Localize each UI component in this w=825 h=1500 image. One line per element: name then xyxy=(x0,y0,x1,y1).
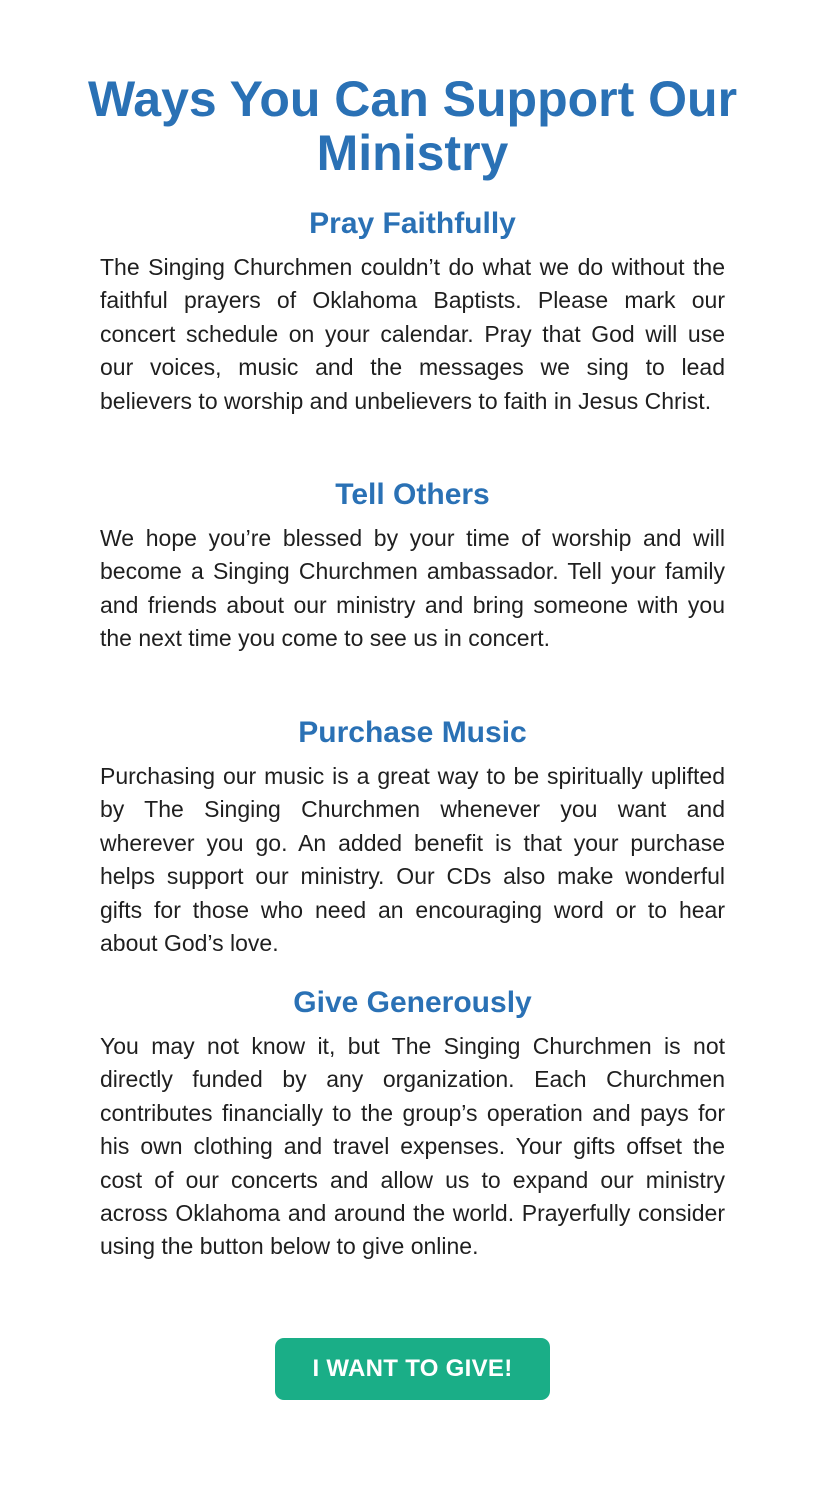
section-heading: Purchase Music xyxy=(298,716,527,749)
section-purchase-music xyxy=(100,716,725,960)
section-tell-others xyxy=(100,478,725,656)
section-pray-faithfully xyxy=(100,207,725,418)
section-heading: Give Generously xyxy=(293,986,532,1019)
give-button[interactable]: I WANT TO GIVE! xyxy=(275,1338,550,1400)
section-body: The Singing Churchmen couldn’t do what we do without the faithful prayers of Oklahoma Baptists. Please mark our concert schedule on your calendar. Pray that God will use our voices, music and the messages we sing to lead believers to worship and unbelievers to faith in Jesus Christ. xyxy=(100,254,725,414)
section-body: You may not know it, but The Singing Churchmen is not directly funded by any organization. Each Churchmen contributes financially to the group’s operation and pays for his own clothing and travel expenses. Your gifts offset the cost of our concerts and allow us to expand our ministry across Oklahoma and around the world. Prayerfully consider using the button below to give online. xyxy=(100,1033,725,1260)
page-title: Ways You Can Support Our Ministry xyxy=(87,71,738,181)
section-body: We hope you’re blessed by your time of worship and will become a Singing Churchmen ambassador. Tell your family and friends about our ministry and bring someone with you the next time you come to see us in concert. xyxy=(100,525,725,652)
section-give-generously xyxy=(100,986,725,1264)
section-heading: Tell Others xyxy=(335,478,490,511)
section-heading: Pray Faithfully xyxy=(309,207,516,240)
section-body: Purchasing our music is a great way to be spiritually uplifted by The Singing Churchmen whenever you want and wherever you go. An added benefit is that your purchase helps support our ministry. Our CDs also make wonderful gifts for those who need an encouraging word or to hear about God’s love. xyxy=(100,763,725,957)
